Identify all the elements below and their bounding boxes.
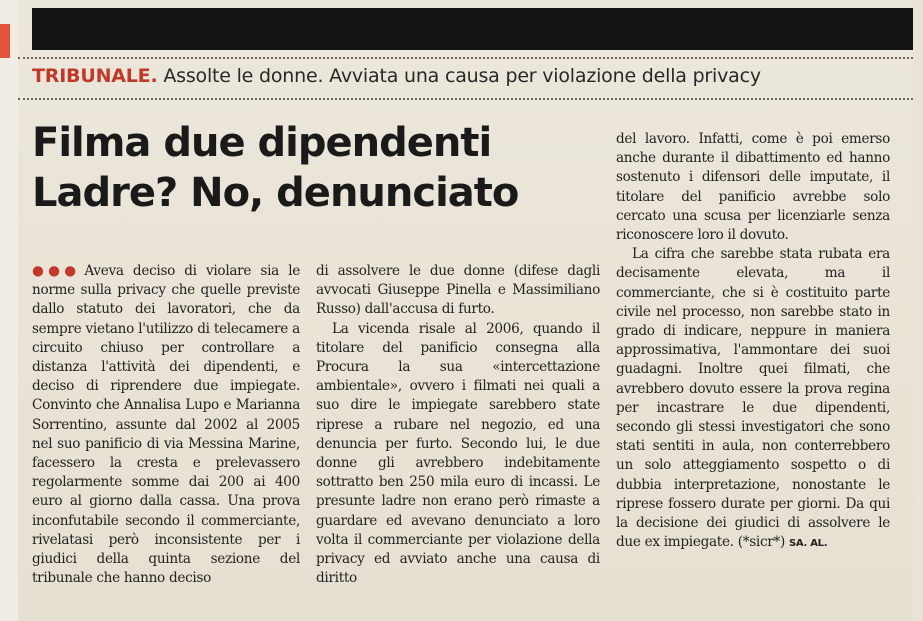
article-column-3 xyxy=(616,130,890,553)
section-header-bar xyxy=(32,8,913,50)
kicker-label: TRIBUNALE. xyxy=(32,65,158,87)
column-2-paragraph-1: di assolvere le due donne (difese dagli avvocati Giuseppe Pinella e Massimiliano Russo) dall'accusa di furto. xyxy=(316,263,600,318)
column-3-paragraph-2 xyxy=(616,245,890,553)
red-page-marker xyxy=(0,24,10,58)
column-3-paragraph-1: del lavoro. Infatti, come è poi emerso anche durante il dibattimento ed hanno sostenuto i difensori delle imputate, il titolare del panificio avrebbe solo cercato una scusa per licenziarle senza riconoscere loro il dovuto. xyxy=(616,131,890,244)
column-1-text: Aveva deciso di violare sia le norme sulla privacy che quelle previste dallo statuto dei lavoratori, che da sempre vietano l'utilizzo di telecamere a circuito chiuso per controllare a distanza l'attività dei dipendenti, e deciso di riprendere due impiegate. Convinto che Annalisa Lupo e Marianna Sorrentino, assunte dal 2002 al 2005 nel suo panificio di via Messina Marine, facessero la cresta e prelevassero regolarmente somme dai 200 ai 400 euro al giorno dalla cassa. Una prova inconfutabile secondo il commerciante, rivelatasi però inconsistente per i giudici della quinta sezione del tribunale che hanno deciso xyxy=(32,263,300,587)
kicker-text: Assolte le donne. Avviata una causa per violazione della privacy xyxy=(163,65,761,87)
article-headline xyxy=(32,118,602,218)
dotted-rule-bottom xyxy=(18,98,913,100)
headline-line-2: Ladre? No, denunciato xyxy=(32,170,519,216)
page-left-margin xyxy=(0,0,18,621)
article-column-2 xyxy=(316,262,600,588)
bullet-marker: ●●● xyxy=(32,263,81,279)
column-3-text: La cifra che sarebbe stata rubata era decisamente elevata, ma il commerciante, che si è costituito parte civile nel processo, non sarebbe stato in grado di indicare, neppure in maniera approssimativa, l'ammontare dei suoi guadagni. Inoltre quei filmati, che avrebbero dovuto essere la prova regina per incastrare le due dipendenti, secondo gli stessi investigatori che sono stati sentiti in aula, non conterrebbero un solo atteggiamento sospetto o di dubbia interpretazione, nonostante le riprese fossero durate per giorni. Da qui la decisione dei giudici di assolvere le due ex impiegate. (*sicr*) xyxy=(616,246,890,551)
author-signature: SA. AL. xyxy=(788,538,828,550)
kicker-line xyxy=(32,63,902,89)
dotted-rule-top xyxy=(18,57,913,59)
column-1-paragraph xyxy=(32,262,300,588)
headline-line-1: Filma due dipendenti xyxy=(32,120,492,166)
column-2-paragraph-2: La vicenda risale al 2006, quando il titolare del panificio consegna alla Procura la sua «intercettazione ambientale», ovvero i filmati nei quali a suo dire le impiegate sarebbero state riprese a rubare nel negozio, ed una denuncia per furto. Secondo lui, le due donne gli avrebbero indebitamente sottratto ben 250 mila euro di incassi. Le presunte ladre non erano però rimaste a guardare ed avevano denunciato a loro volta il commerciante per violazione della privacy ed avviato anche una causa di diritto xyxy=(316,320,600,587)
article-column-1 xyxy=(32,262,300,588)
